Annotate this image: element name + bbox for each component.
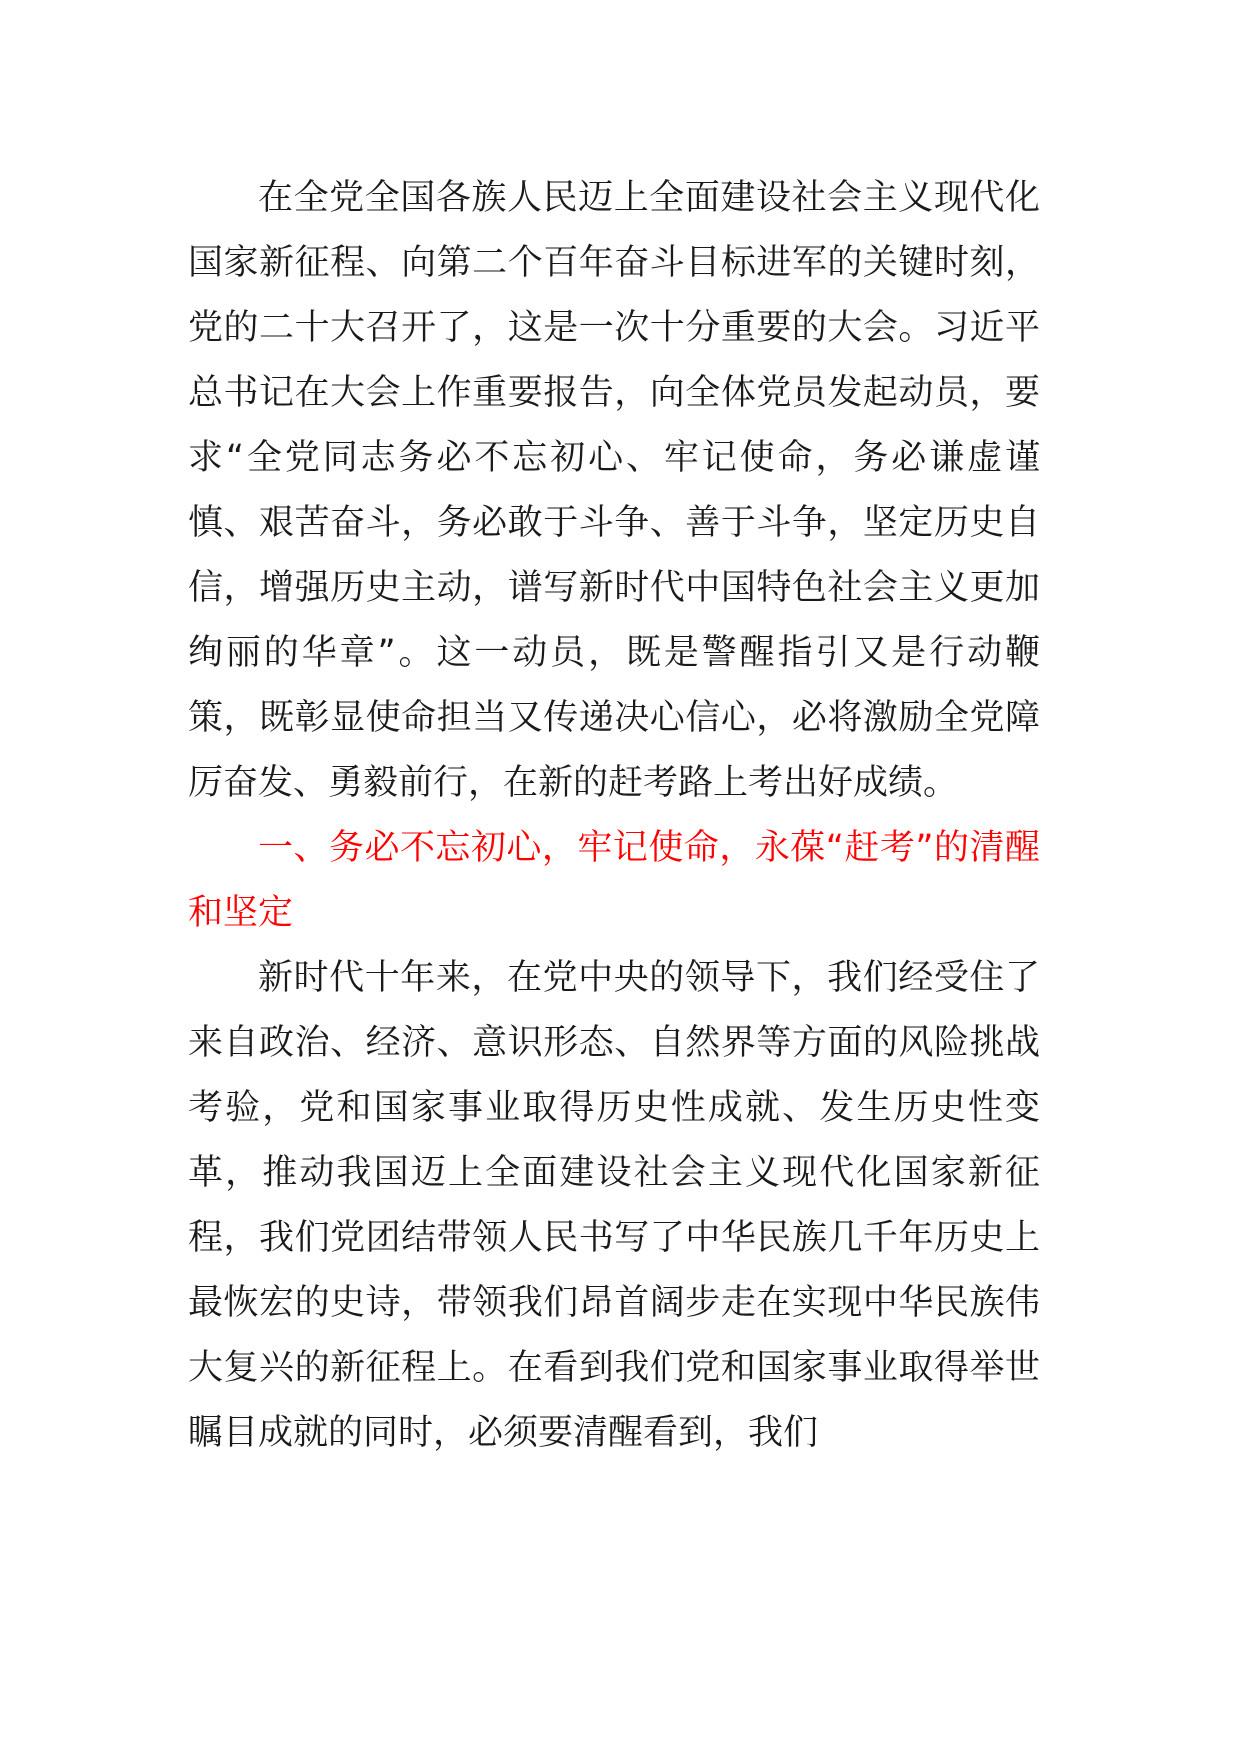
section-1-paragraph: 新时代十年来，在党中央的领导下，我们经受住了来自政治、经济、意识形态、自然界等方面的风险挑战考验，党和国家事业取得历史性成就、发生历史性变革，推动我国迈上全面建设社会主义现代化国家新征程，我们党团结带领人民书写了中华民族几千年历史上最恢宏的史诗，带领我们昂首阔步走在实现中华民族伟大复兴的新征程上。在看到我们党和国家事业取得举世瞩目成就的同时，必须要清醒看到，我们	[188, 958, 1040, 1453]
document-body	[188, 166, 1040, 1466]
intro-paragraph: 在全党全国各族人民迈上全面建设社会主义现代化国家新征程、向第二个百年奋斗目标进军的关键时刻，党的二十大召开了，这是一次十分重要的大会。习近平总书记在大会上作重要报告，向全体党员发起动员，要求“全党同志务必不忘初心、牢记使命，务必谦虚谨慎、艰苦奋斗，务必敢于斗争、善于斗争，坚定历史自信，增强历史主动，谱写新时代中国特色社会主义更加绚丽的华章”。这一动员，既是警醒指引又是行动鞭策，既彰显使命担当又传递决心信心，必将激励全党障厉奋发、勇毅前行，在新的赶考路上考出好成绩。	[188, 178, 1040, 803]
section-heading-1: 一、务必不忘初心，牢记使命，永葆“赶考”的清醒和坚定	[188, 828, 1040, 933]
